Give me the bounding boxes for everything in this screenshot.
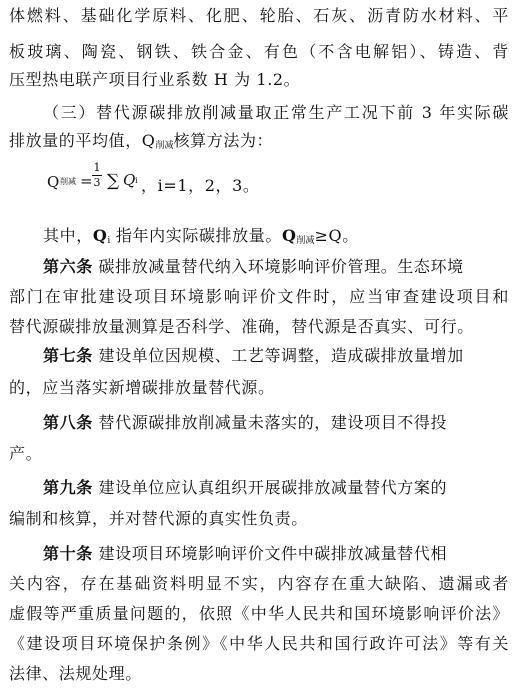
- paragraph-line: 编制和核算，并对替代源的真实性负责。: [9, 509, 308, 528]
- symbol-q: Q: [92, 226, 108, 245]
- paragraph-line: （三）替代源碳排放削减量取正常生产工况下前 3 年实际碳: [43, 103, 509, 122]
- text-span: ≥Q。: [314, 226, 359, 245]
- article-label: 第八条: [43, 413, 93, 432]
- subscript: 削减: [155, 141, 174, 151]
- text-span: 建设单位应认真组织开展碳排放减量替代方案的: [92, 478, 448, 497]
- formula-qi: Q: [123, 171, 136, 189]
- paragraph-line: 板玻璃、陶瓷、钢铁、铁合金、有色（不含电解铝）、铸造、背: [9, 42, 509, 61]
- paragraph-line: 虚假等严重质量问题的，依照《中华人民共和国环境影响评价法》: [9, 604, 509, 623]
- formula-equals: =: [80, 172, 93, 190]
- article-8-line: [43, 413, 509, 433]
- symbol-q: Q: [281, 226, 297, 245]
- paragraph-line: 《建设项目环境保护条例》《中华人民共和国行政许可法》等有关: [9, 634, 509, 653]
- sum-symbol: ∑: [107, 171, 120, 191]
- article-6-line: [43, 257, 509, 277]
- fraction-numerator: 1: [93, 161, 101, 174]
- text-span: 建设单位因规模、工艺等调整，造成碳排放量增加: [92, 346, 464, 365]
- text-span: 建设项目环境影响评价文件中碳排放减量替代相: [92, 544, 448, 563]
- paragraph-line: 体燃料、基础化学原料、化肥、轮胎、石灰、沥青防水材料、平: [9, 6, 509, 25]
- text-span: 排放量的平均值，Q: [9, 131, 156, 150]
- paragraph-line: 替代源碳排放量测算是否科学、准确，替代源是否真实、可行。: [9, 317, 474, 336]
- formula-qi-sub: i: [135, 176, 138, 185]
- text-span: 碳排放减量替代纳入环境影响评价管理。生态环境: [92, 257, 464, 276]
- paragraph-line: [9, 131, 509, 156]
- article-label: 第六条: [43, 257, 93, 276]
- formula-fraction: [92, 162, 102, 189]
- paragraph-line: 压型热电联产项目行业系数 H 为 1.2。: [9, 70, 301, 89]
- article-7-line: [43, 346, 509, 366]
- paragraph-line: 的，应当落实新增碳排放量替代源。: [9, 378, 275, 397]
- paragraph-line: [43, 226, 509, 251]
- formula-q-sub: 削减: [60, 177, 76, 186]
- text-span: 替代源碳排放削减量未落实的，建设项目不得投: [92, 413, 448, 432]
- formula-rest: ，i=1，2，3。: [141, 176, 260, 195]
- text-span: 其中，: [43, 226, 93, 245]
- subscript: i: [107, 236, 111, 246]
- paragraph-line: 部门在审批建设项目环境影响评价文件时，应当审查建设项目和: [9, 287, 509, 306]
- article-label: 第十条: [43, 544, 93, 563]
- subscript: 削减: [296, 236, 315, 246]
- formula-q: Q: [47, 173, 60, 191]
- text-span: 核算方法为：: [173, 131, 274, 150]
- article-9-line: [43, 478, 509, 498]
- fraction-denominator: 3: [93, 176, 101, 189]
- text-span: 指年内实际碳排放量。: [110, 226, 282, 245]
- paragraph-line: 关内容，存在基础资料明显不实，内容存在重大缺陷、遗漏或者: [9, 574, 509, 593]
- paragraph-line: 产。: [9, 444, 43, 463]
- article-label: 第七条: [43, 346, 93, 365]
- paragraph-line: 法律、法规处理。: [9, 664, 142, 683]
- article-10-line: [43, 544, 509, 564]
- article-label: 第九条: [43, 478, 93, 497]
